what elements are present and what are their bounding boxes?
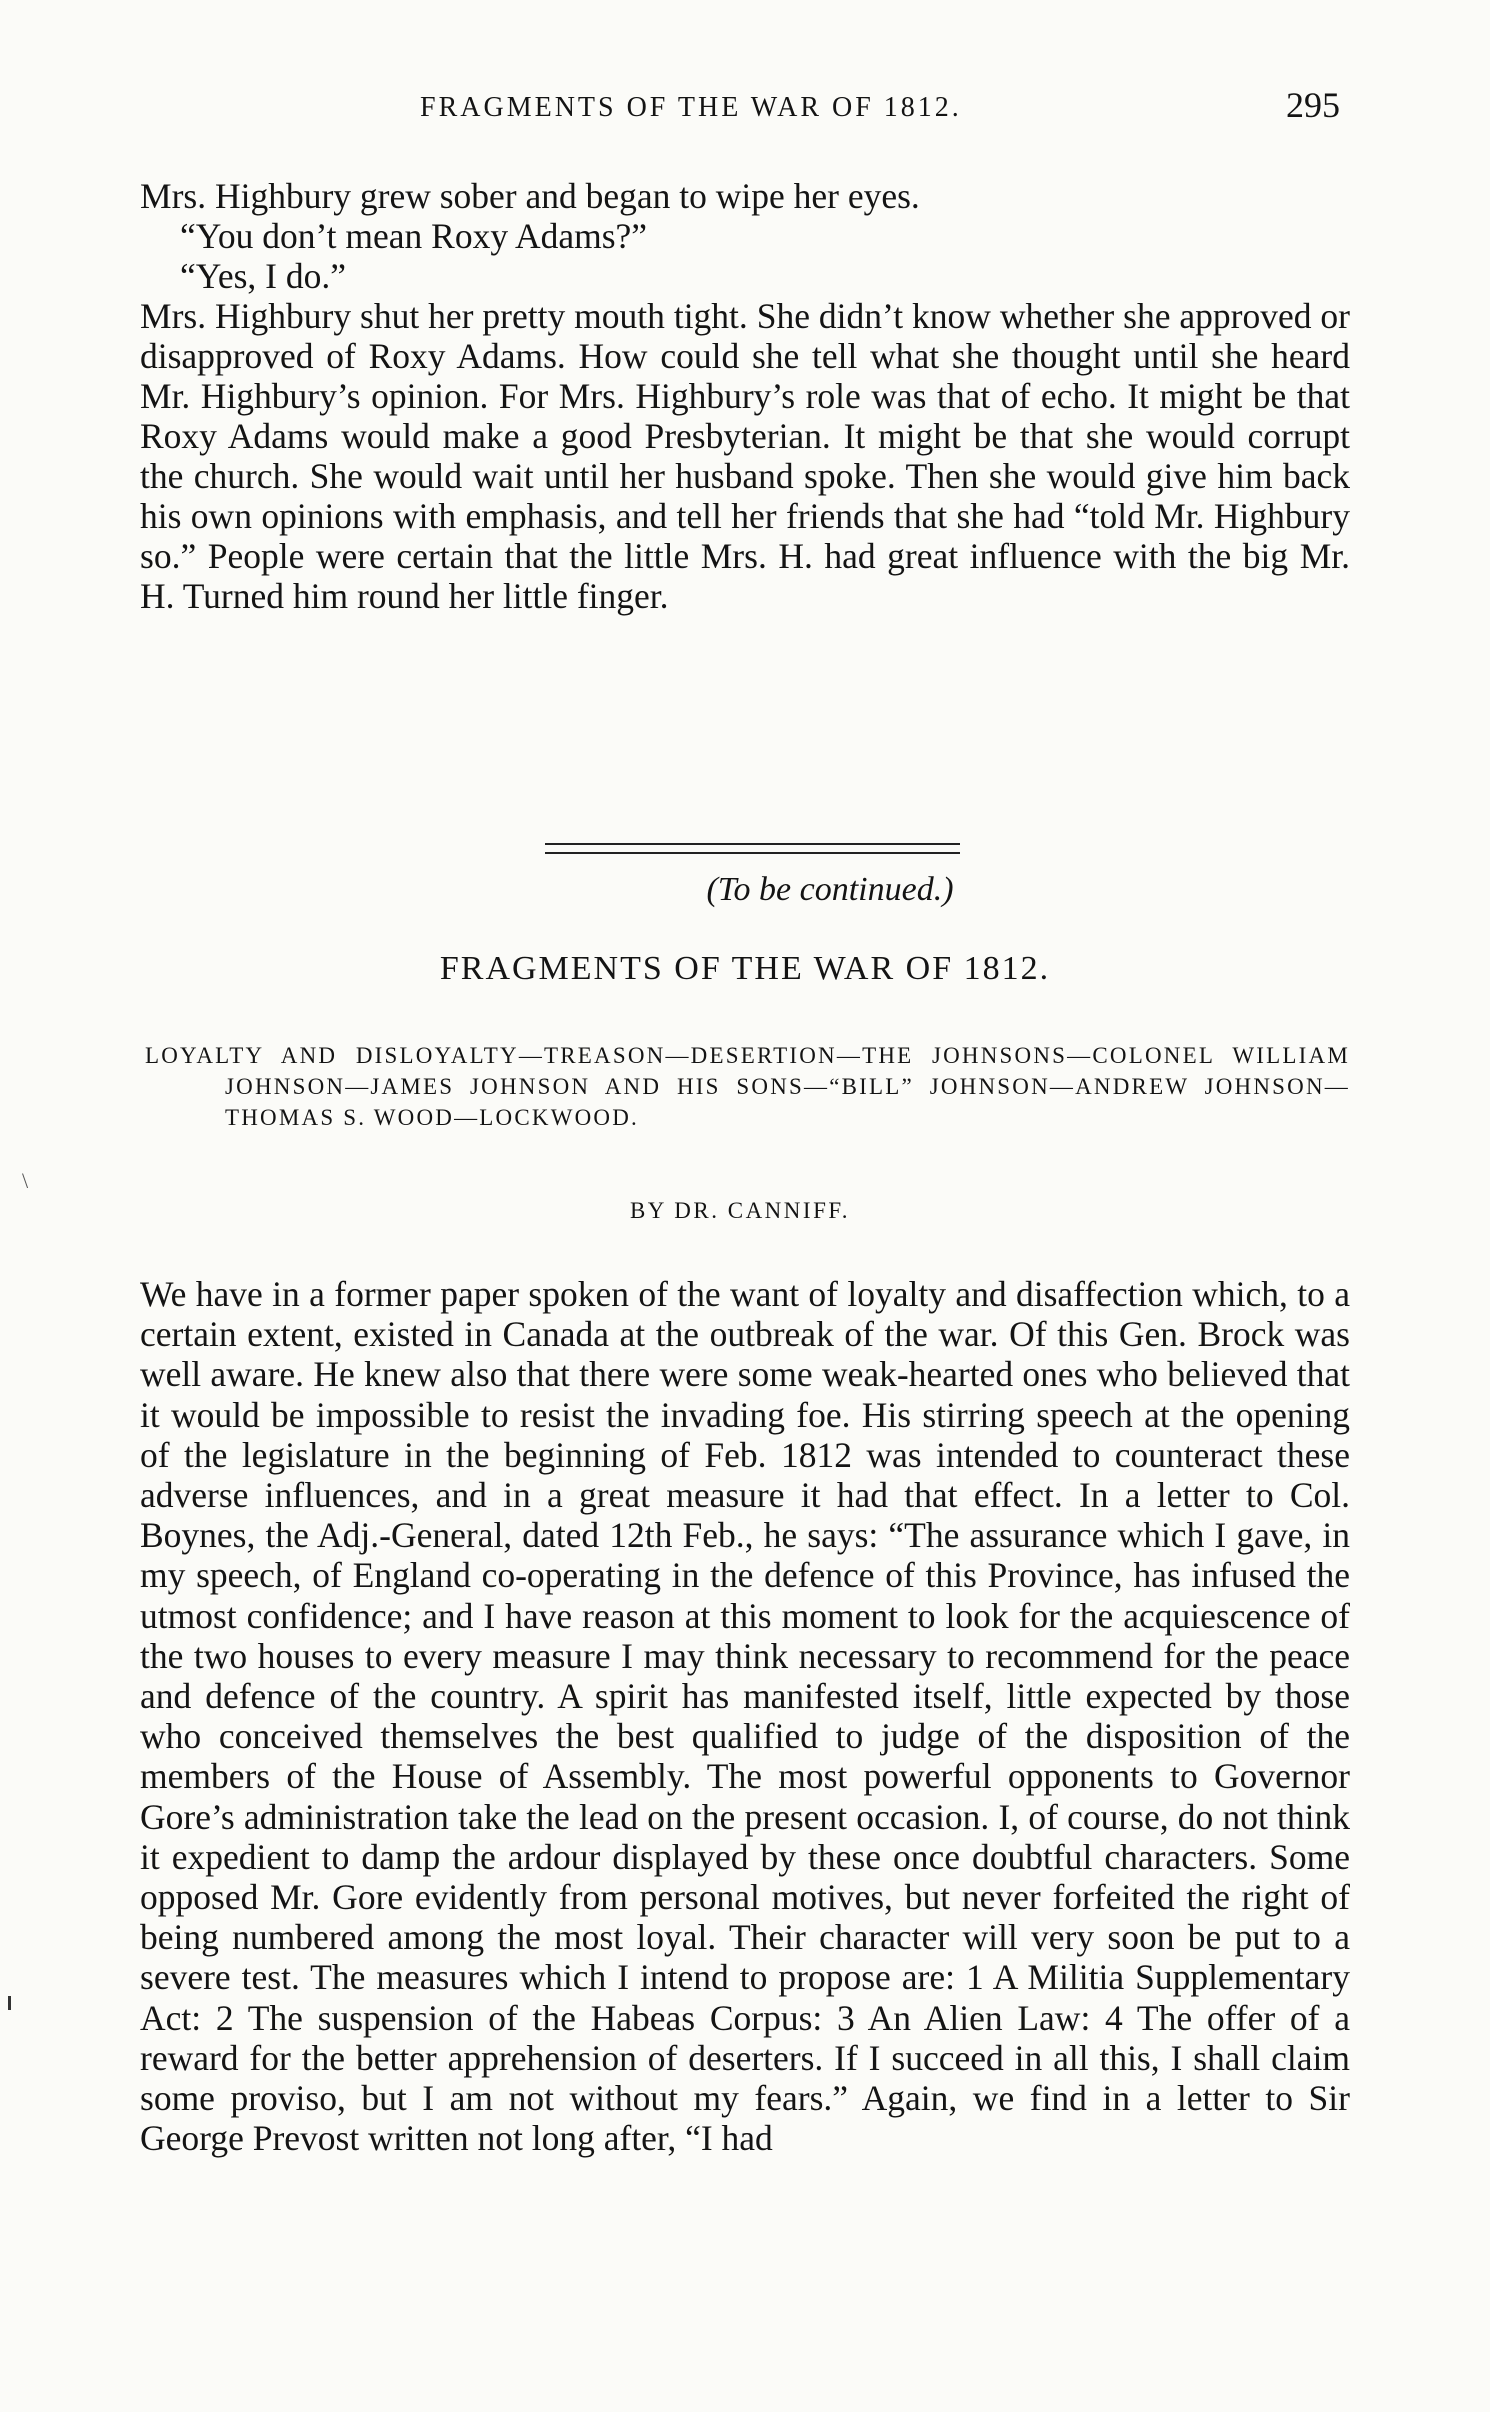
running-title: FRAGMENTS OF THE WAR OF 1812. [420, 92, 962, 123]
story-paragraph: “You don’t mean Roxy Adams?” [180, 216, 648, 256]
story-conclusion [140, 176, 1350, 908]
story-paragraph: Mrs. Highbury shut her pretty mouth tight. She didn’t know whether she approved or disapproved of Roxy Adams. How could she tell what she thought until she heard Mr. Highbury’s opinion. For Mrs. Highbury’s role was that of echo. It might be that Roxy Adams would make a good Presbyterian. It might be that she would corrupt the church. She would wait until her husband spoke. Then she would give him back his own opinions with emphasis, and tell her friends that she had “told Mr. Highbury so.” People were certain that the little Mrs. H. had great influence with the big Mr. H. Turned him round her little finger. [140, 296, 1350, 616]
section-divider-rule [545, 843, 960, 845]
article-paragraph: We have in a former paper spoken of the want of loyalty and disaffection which, to a certain extent, existed in Canada at the outbreak of the war. Of this Gen. Brock was well aware. He knew also that there were some weak-hearted ones who believed that it would be impossible to resist the invading foe. His stirring speech at the opening of the legislature in the beginning of Feb. 1812 was intended to counteract these adverse influences, and in a great measure it had that effect. In a letter to Col. Boynes, the Adj.-General, dated 12th Feb., he says: “The assurance which I gave, in my speech, of England co-operating in the defence of this Province, has infused the utmost confidence; and I have reason at this moment to look for the acquiescence of the two houses to every measure I may think necessary to recommend for the peace and defence of the country. A spirit has manifested itself, little expected by those who conceived themselves the best qualified to judge of the disposition of the members of the House of Assembly. The most powerful opponents to Governor Gore’s administration take the lead on the present occasion. I, of course, do not think it expedient to damp the ardour displayed by these once doubtful characters. Some opposed Mr. Gore evidently from personal motives, but never forfeited the right of being numbered among the most loyal. Their character will very soon be put to a severe test. The measures which I intend to propose are: 1 A Militia Supplementary Act: 2 The suspension of the Habeas Corpus: 3 An Alien Law: 4 The offer of a reward for the better apprehension of deserters. If I succeed in all this, I shall claim some proviso, but I am not without my fears.” Again, we find in a letter to Sir George Prevost written not long after, “I had [140, 1274, 1350, 2159]
subheading-text: LOYALTY AND DISLOYALTY—TREASON—DESERTION—THE JOHNSONS—COLONEL WILLIAM JOHNSON—JAMES JOHNSON AND HIS SONS—“BILL” JOHNSON—ANDREW JOHNSON—THOMAS S. WOOD—LOCKWOOD. [145, 1043, 1350, 1130]
article-title: FRAGMENTS OF THE WAR OF 1812. [439, 950, 1051, 987]
running-header [140, 78, 1340, 138]
article-body [140, 1274, 1350, 2158]
margin-mark: \ [22, 1168, 29, 1193]
article-byline: BY DR. CANNIFF. [629, 1198, 851, 1223]
section-divider-rule [545, 852, 960, 854]
margin-tick [8, 1996, 11, 2010]
story-paragraph: “Yes, I do.” [180, 256, 346, 296]
story-paragraph: Mrs. Highbury grew sober and began to wipe her eyes. [140, 176, 920, 216]
article-subheading [145, 1040, 1350, 1133]
to-be-continued: (To be continued.) [706, 871, 954, 908]
page-number: 295 [1286, 85, 1340, 125]
